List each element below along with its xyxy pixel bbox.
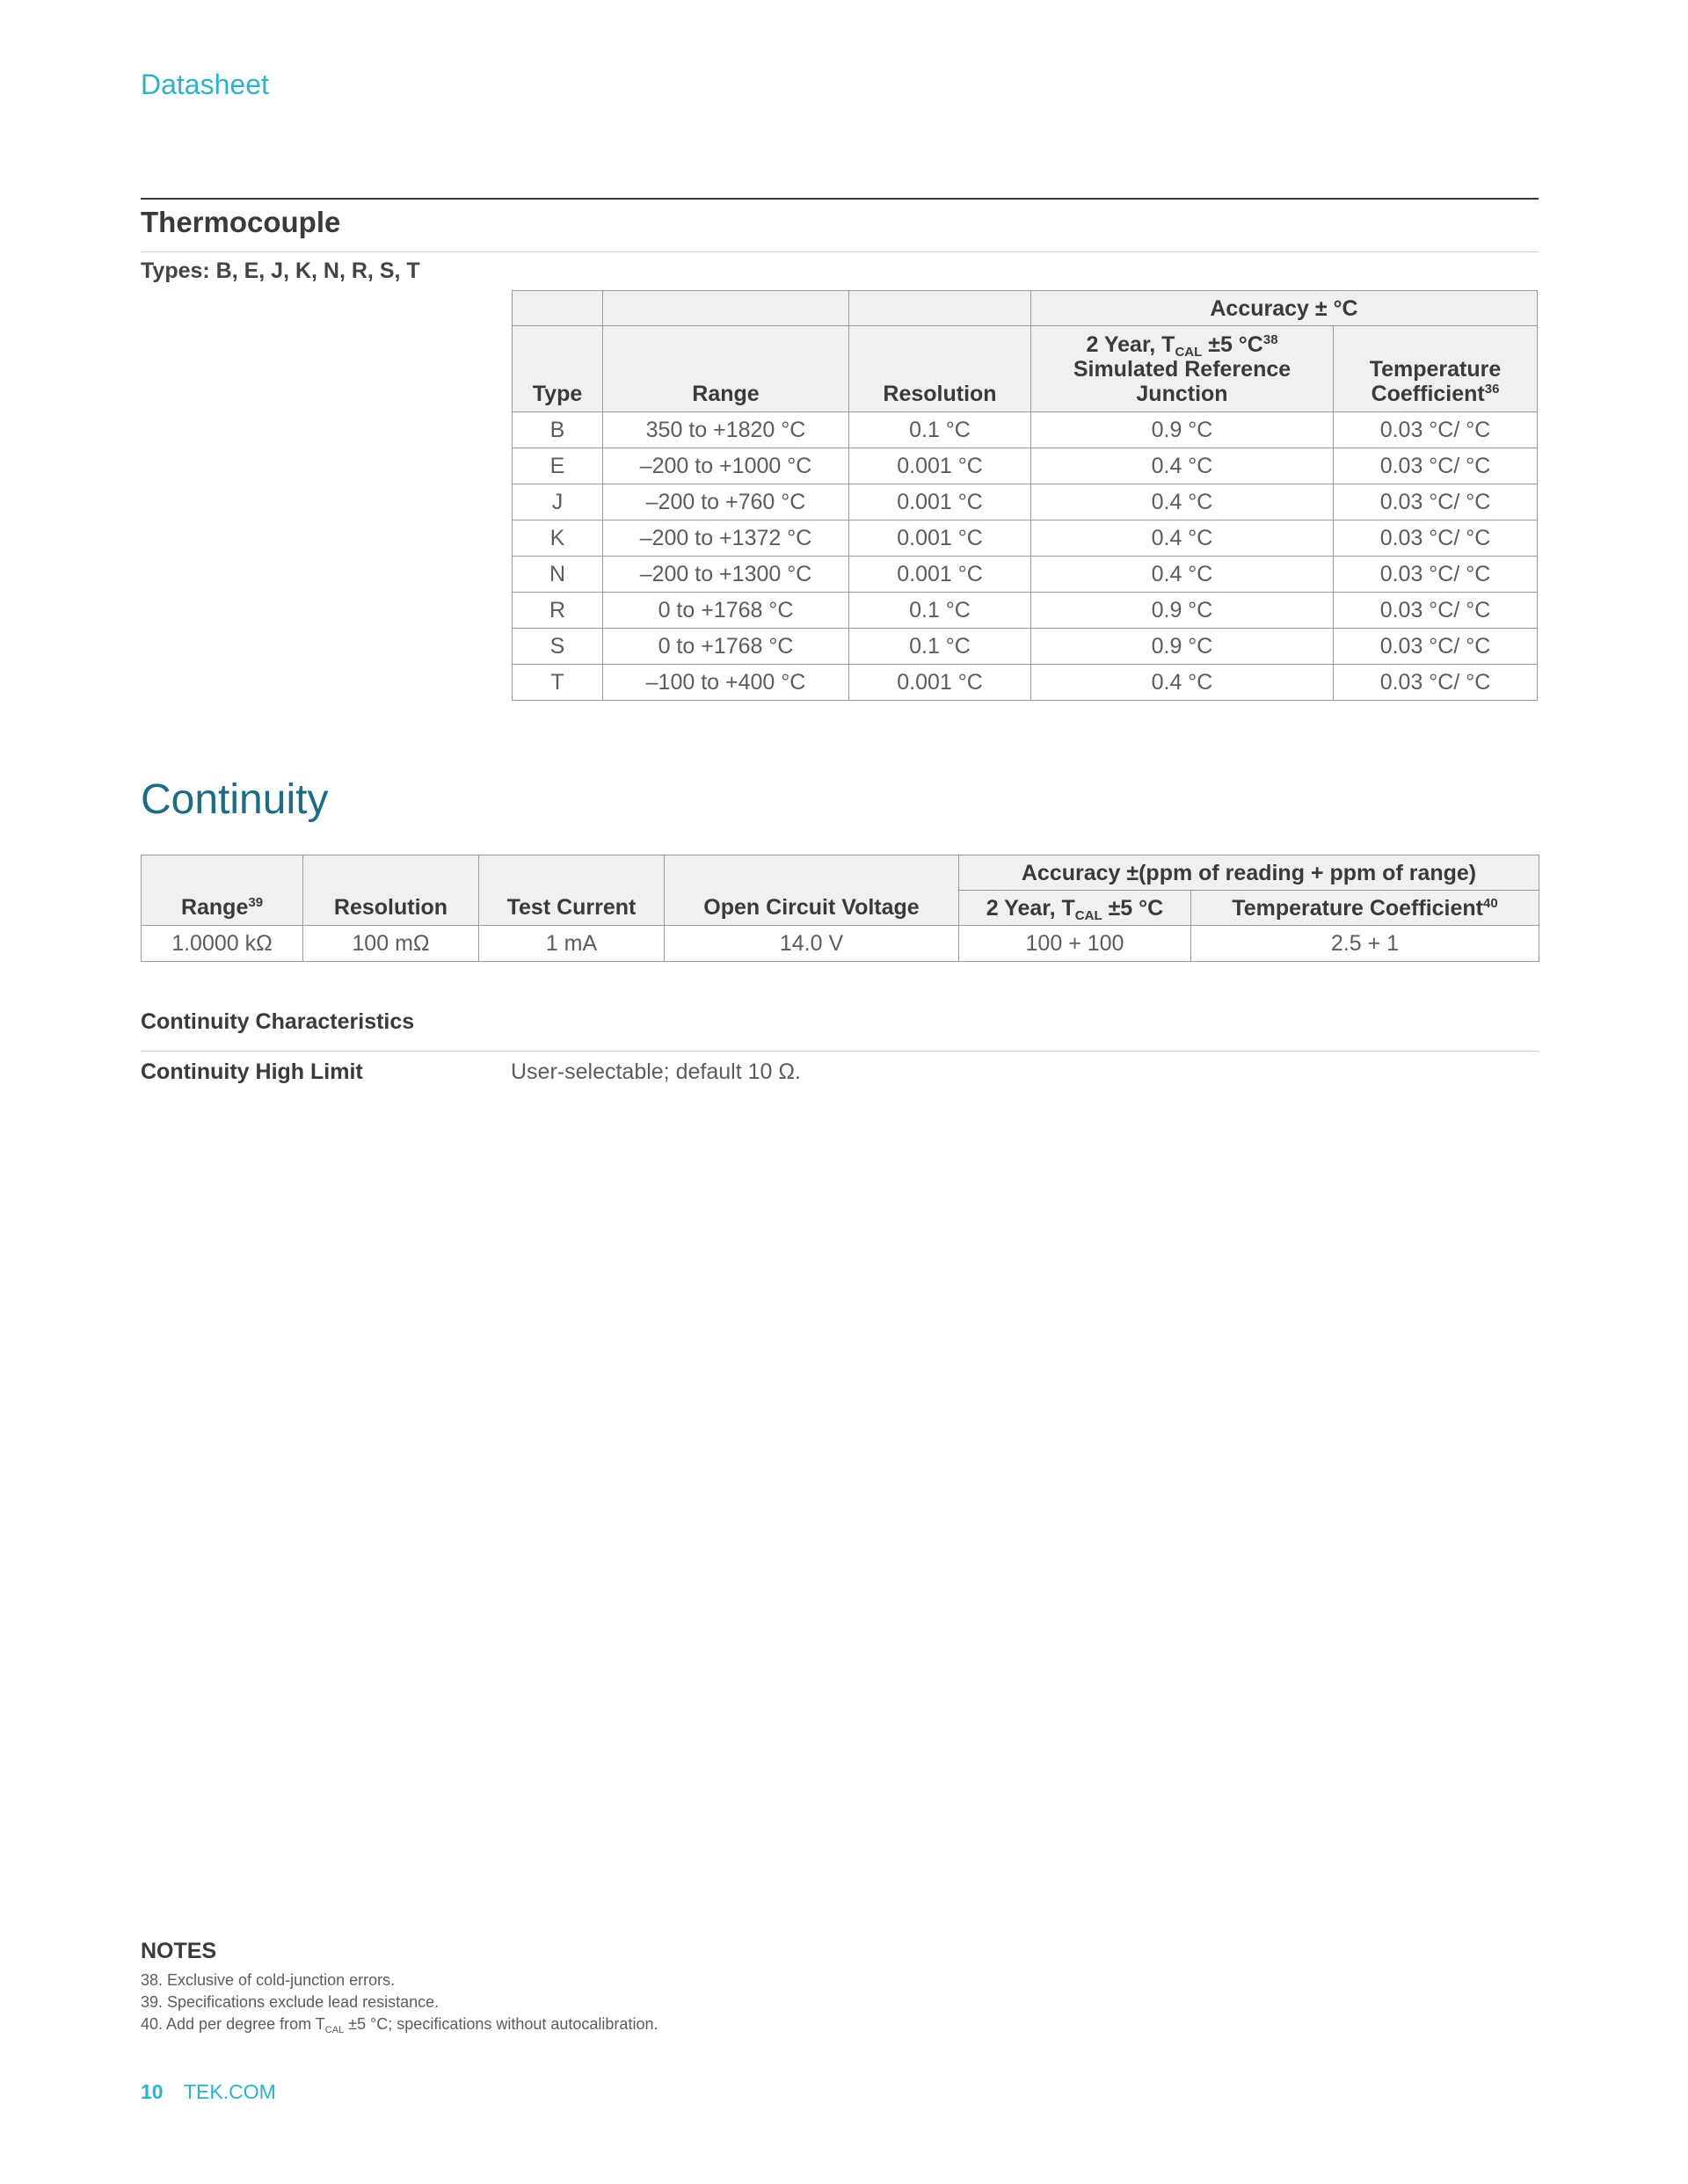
header-blank bbox=[603, 291, 849, 326]
section-divider bbox=[141, 198, 1539, 200]
table-row bbox=[513, 557, 1538, 593]
cell-type: K bbox=[513, 521, 603, 557]
characteristics-divider bbox=[141, 1051, 1539, 1052]
notes-title: NOTES bbox=[141, 1939, 217, 1963]
cell-resolution: 0.1 °C bbox=[849, 629, 1031, 665]
table-row bbox=[513, 448, 1538, 484]
cell-type: B bbox=[513, 412, 603, 448]
thermocouple-title: Thermocouple bbox=[141, 206, 341, 238]
cell-tc: 0.03 °C/ °C bbox=[1334, 484, 1538, 521]
cell-type: R bbox=[513, 593, 603, 629]
cell-tc: 0.03 °C/ °C bbox=[1334, 593, 1538, 629]
cell-type: N bbox=[513, 557, 603, 593]
cell-range: –100 to +400 °C bbox=[603, 665, 849, 701]
cell-range: –200 to +1000 °C bbox=[603, 448, 849, 484]
col-open-circuit-voltage: Open Circuit Voltage bbox=[665, 855, 959, 926]
cell-tc: 0.03 °C/ °C bbox=[1334, 521, 1538, 557]
table-row bbox=[513, 412, 1538, 448]
table-row bbox=[513, 665, 1538, 701]
cell-range: –200 to +1372 °C bbox=[603, 521, 849, 557]
cell-tc: 0.03 °C/ °C bbox=[1334, 412, 1538, 448]
characteristic-value: User-selectable; default 10 Ω. bbox=[511, 1059, 801, 1084]
cell-accuracy: 0.4 °C bbox=[1031, 557, 1334, 593]
cell-range: 350 to +1820 °C bbox=[603, 412, 849, 448]
cell-type: E bbox=[513, 448, 603, 484]
col-range: Range$^{39}$ bbox=[142, 855, 303, 926]
cell-type: J bbox=[513, 484, 603, 521]
note-40: 40. Add per degree from $T_{CAL} \pm 5$ °C; specifications without autocalibration. bbox=[141, 2015, 658, 2035]
header-blank bbox=[849, 291, 1031, 326]
col-temp-coefficient: Temperature Coefficient$^{36}$ bbox=[1334, 326, 1538, 412]
cell-range: –200 to +760 °C bbox=[603, 484, 849, 521]
continuity-table bbox=[141, 855, 1539, 962]
col-2year-accuracy: 2 Year, $T_{CAL} \pm 5$ $^\circ C^{38}$ Simulated Reference Junction bbox=[1031, 326, 1334, 412]
cell-range: 0 to +1768 °C bbox=[603, 593, 849, 629]
col-temp-coefficient: Temperature Coefficient$^{40}$ bbox=[1191, 891, 1539, 926]
cell-resolution: 0.001 °C bbox=[849, 557, 1031, 593]
cell-resolution: 0.001 °C bbox=[849, 521, 1031, 557]
cell-tc: 0.03 °C/ °C bbox=[1334, 448, 1538, 484]
footer-link[interactable]: TEK.COM bbox=[184, 2080, 276, 2103]
cell-accuracy: 0.4 °C bbox=[1031, 521, 1334, 557]
col-range: Range bbox=[603, 326, 849, 412]
cell-accuracy: 0.9 °C bbox=[1031, 593, 1334, 629]
cell-accuracy: 0.4 °C bbox=[1031, 484, 1334, 521]
note-38: 38. Exclusive of cold-junction errors. bbox=[141, 1971, 396, 1989]
page-number: 10 bbox=[141, 2080, 164, 2103]
cell-temp-coefficient: 2.5 + 1 bbox=[1191, 926, 1539, 962]
thermocouple-types: Types: B, E, J, K, N, R, S, T bbox=[141, 258, 420, 283]
cell-range: 0 to +1768 °C bbox=[603, 629, 849, 665]
table-row bbox=[513, 521, 1538, 557]
table-row bbox=[513, 484, 1538, 521]
cell-accuracy: 0.4 °C bbox=[1031, 448, 1334, 484]
cell-2year-accuracy: 100 + 100 bbox=[959, 926, 1191, 962]
table-row bbox=[142, 926, 1539, 962]
cell-ocv: 14.0 V bbox=[665, 926, 959, 962]
cell-tc: 0.03 °C/ °C bbox=[1334, 557, 1538, 593]
characteristic-label: Continuity High Limit bbox=[141, 1059, 363, 1084]
col-type: Type bbox=[513, 326, 603, 412]
cell-resolution: 0.1 °C bbox=[849, 412, 1031, 448]
cell-type: S bbox=[513, 629, 603, 665]
characteristics-title: Continuity Characteristics bbox=[141, 1009, 415, 1034]
cell-range: –200 to +1300 °C bbox=[603, 557, 849, 593]
cell-type: T bbox=[513, 665, 603, 701]
cell-tc: 0.03 °C/ °C bbox=[1334, 629, 1538, 665]
cell-accuracy: 0.9 °C bbox=[1031, 629, 1334, 665]
cell-resolution: 100 mΩ bbox=[303, 926, 479, 962]
cell-accuracy: 0.4 °C bbox=[1031, 665, 1334, 701]
cell-resolution: 0.001 °C bbox=[849, 665, 1031, 701]
table-row bbox=[513, 629, 1538, 665]
header-blank bbox=[513, 291, 603, 326]
cell-accuracy: 0.9 °C bbox=[1031, 412, 1334, 448]
cell-resolution: 0.001 °C bbox=[849, 484, 1031, 521]
title-underline bbox=[141, 251, 1539, 252]
cell-resolution: 0.001 °C bbox=[849, 448, 1031, 484]
note-39: 39. Specifications exclude lead resistance. bbox=[141, 1993, 440, 2011]
cell-test-current: 1 mA bbox=[479, 926, 665, 962]
thermocouple-table bbox=[512, 290, 1538, 701]
table-row bbox=[513, 593, 1538, 629]
col-test-current: Test Current bbox=[479, 855, 665, 926]
col-2year-accuracy: 2 Year, $T_{CAL} \pm 5$ °C bbox=[959, 891, 1191, 926]
accuracy-group-header: Accuracy ±(ppm of reading + ppm of range) bbox=[959, 855, 1539, 891]
datasheet-label: Datasheet bbox=[141, 69, 269, 100]
col-resolution: Resolution bbox=[303, 855, 479, 926]
cell-resolution: 0.1 °C bbox=[849, 593, 1031, 629]
continuity-title: Continuity bbox=[141, 776, 329, 823]
accuracy-group-header: Accuracy ± °C bbox=[1031, 291, 1538, 326]
cell-range: 1.0000 kΩ bbox=[142, 926, 303, 962]
cell-tc: 0.03 °C/ °C bbox=[1334, 665, 1538, 701]
col-resolution: Resolution bbox=[849, 326, 1031, 412]
